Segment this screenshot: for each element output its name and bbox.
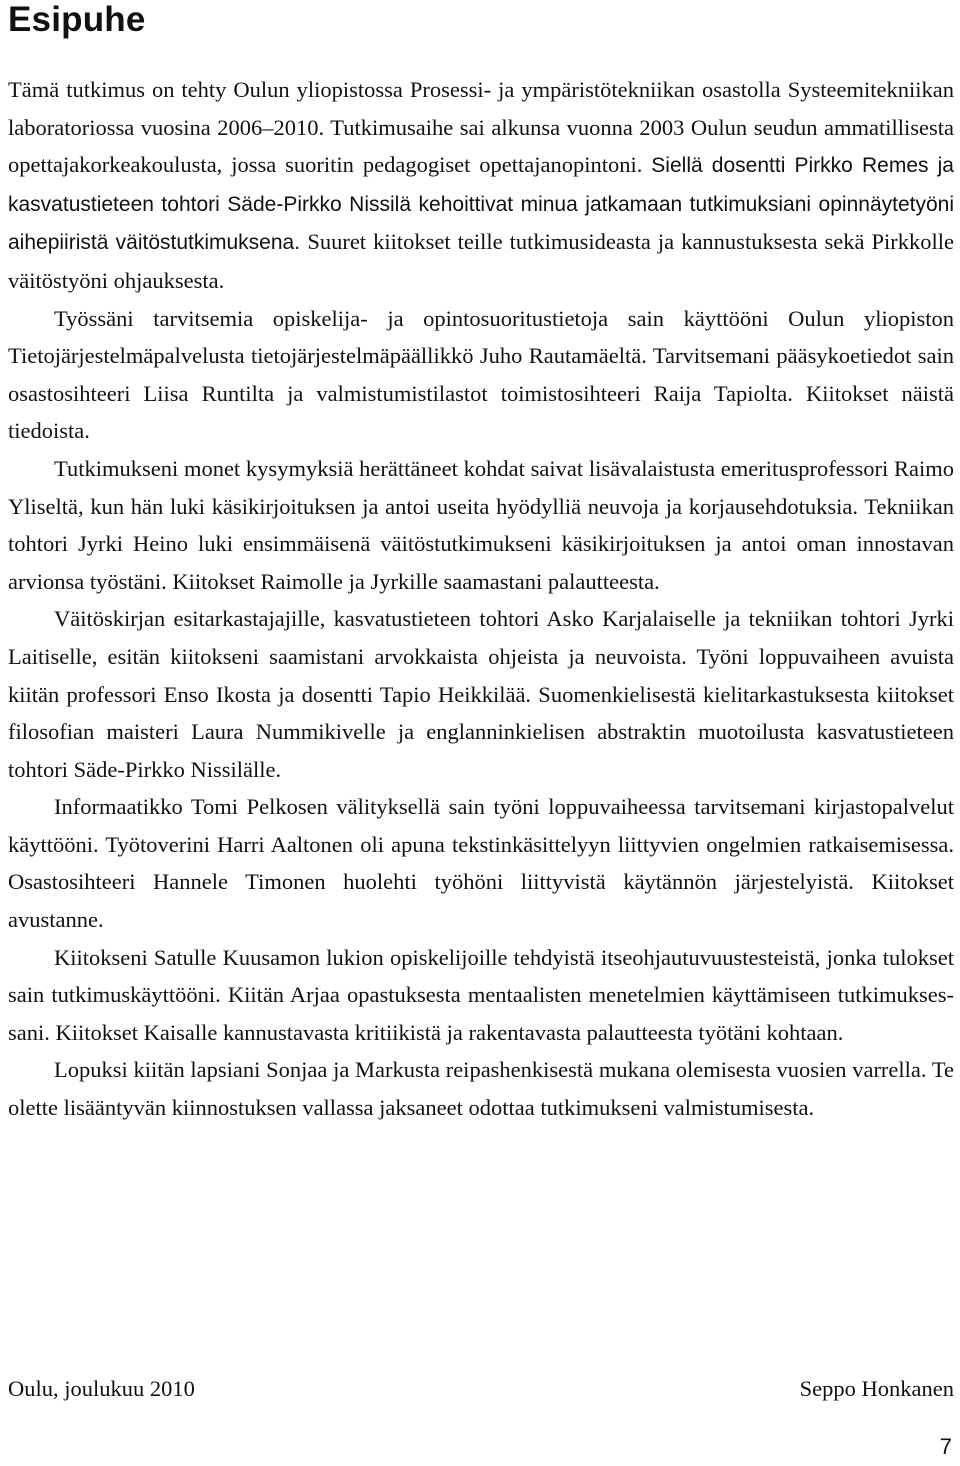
- place-date: Oulu, joulukuu 2010: [8, 1376, 195, 1401]
- paragraph-1-text-a: Tämä tutkimus on tehty Oulun yliopistossa Prosessi- ja ympäristötekniikan osastolla Systeemitekniikan laboratoriossa vuosina 2006–2010. Tutkimusaihe sai alkunsa vuonna 2003 Oulun seudun ammatillisesta opettajakorkeakoulusta, jossa suoritin pedagogiset opettajanopintoni.: [8, 77, 954, 178]
- paragraph-2-text: Työssäni tarvitsemia opiskelija- ja opintosuoritustietoja sain käyttööni Oulun yliopiston Tietojärjestelmäpalvelusta tietojärjestelmäpäällikkö Juho Rautamäeltä. Tarvitsemani pääsykoetiedot sain osastosihteeri Liisa Runtilta ja valmistumistilastot toimistosihteeri Raija Tapiolta. Kiitokset näistä tiedoista.: [8, 305, 954, 444]
- preface-body: [8, 71, 954, 1127]
- paragraph-5-text: Informaatikko Tomi Pelkosen välityksellä sain työni loppuvaiheessa tarvitsemani kirjastopalvelut käyttööni. Työtoverini Harri Aaltonen oli apuna tekstinkäsittelyyn liittyvien ongelmien ratkaisemisessa. Osastosihteeri Hannele Timonen huolehti työhöni liittyvistä käytännön järjestelyistä. Kiitokset avustanne.: [8, 794, 954, 933]
- paragraph-3-text: Tutkimukseni monet kysymyksiä herättäneet kohdat saivat lisävalaistusta emeritusprofessori Raimo Yliseltä, kun hän luki käsikirjoituksen ja antoi useita hyödylliä neuvoja ja korjausehdotuksia. Tekniikan tohtori Jyrki Heino luki ensimmäisenä väitöstutkimukseni käsikirjoituksen ja antoi oman innostavan arvionsa työstäni. Kiitokset Raimolle ja Jyrkille saamastani palautteesta.: [8, 455, 954, 594]
- paragraph-1-text-b: Siellä dosentti Pirkko Remes ja kasvatustieteen tohtori Säde-Pirkko Nissilä kehoittivat minua jatkamaan tutkimuksiani opinnäytetyöni aihepiiristä väitöstutkimuksena.: [8, 154, 954, 255]
- signature-line: [8, 1374, 954, 1404]
- paragraph-1-text-c: Suuret kiitokset teille tutkimusideasta ja kannustuksesta sekä Pirkkolle väitöstyöni ohjauksesta.: [8, 229, 954, 293]
- paragraph-6-text: Kiitokseni Satulle Kuusamon lukion opiskelijoille tehdyistä itseohjautuvuustesteistä, jonka tulokset sain tutkimuskäyttööni. Kiitän Arjaa opastuksesta mentaalisten menetelmien käyttämiseen tutkimuksessani. Kiitokset Kaisalle kannustavasta kritiikistä ja rakentavasta palautteesta työtäni kohtaan.: [8, 944, 954, 1045]
- paragraph-3: [8, 450, 954, 600]
- paragraph-6: [8, 939, 954, 1052]
- paragraph-4: [8, 600, 954, 788]
- paragraph-4-text: Väitöskirjan esitarkastajajille, kasvatustieteen tohtori Asko Karjalaiselle ja tekniikan tohtori Jyrki Laitiselle, esitän kiitokseni saamistani arvokkaista ohjeista ja neuvoista. Työni loppuvaiheen avuista kiitän professori Enso Ikosta ja dosentti Tapio Heikkilää. Suomenkielisestä kielitarkastuksesta kiitokset filosofian maisteri Laura Nummikivelle ja englanninkielisen abstraktin muotoilusta kasvatustieteen tohtori Säde-Pirkko Nissilälle.: [8, 606, 954, 782]
- page-number: 7: [939, 1434, 952, 1459]
- paragraph-2: [8, 300, 954, 450]
- paragraph-7-text: Lopuksi kiitän lapsiani Sonjaa ja Markusta reipashenkisestä mukana olemisesta vuosien varrella. Te olette lisääntyvän kiinnostuksen vallassa jaksaneet odottaa tutkimukseni valmistumisesta.: [8, 1057, 954, 1121]
- paragraph-7: [8, 1051, 954, 1126]
- preface-page: [8, 0, 954, 1127]
- page-title: Esipuhe: [8, 0, 146, 39]
- author-name: Seppo Honkanen: [799, 1376, 954, 1401]
- paragraph-5: [8, 788, 954, 938]
- paragraph-1: [8, 71, 954, 300]
